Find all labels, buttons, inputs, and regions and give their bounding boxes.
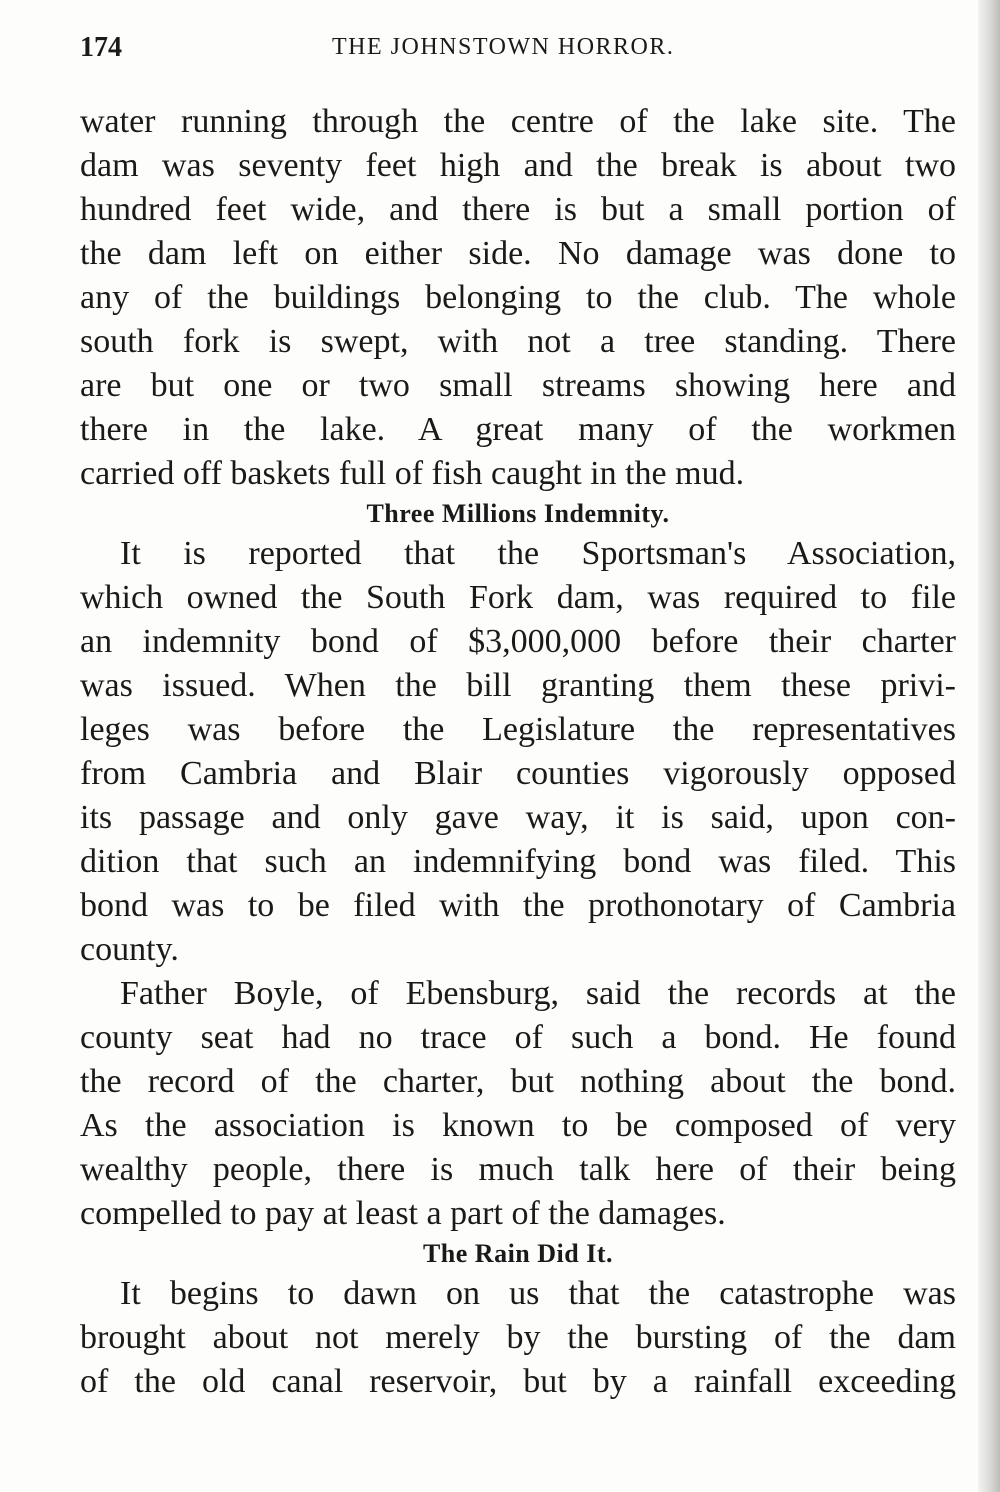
text-line: It is reported that the Sportsman's Association, [120,535,956,572]
running-title: THE JOHNSTOWN HORROR. [332,34,675,60]
text-line: dam was seventy feet high and the break is about two [80,147,956,184]
text-line: dition that such an indemnifying bond was filed. This [80,843,956,880]
page-edge-shadow [978,0,1000,1492]
paragraph [80,1272,956,1404]
text-line: water running through the centre of the lake site. The [80,103,956,140]
text-line: leges was before the Legislature the representatives [80,711,956,748]
text-line: brought about not merely by the bursting of the dam [80,1319,956,1356]
text-line: its passage and only gave way, it is said, upon con- [80,799,956,836]
text-line: It begins to dawn on us that the catastrophe was [120,1275,956,1312]
text-line: are but one or two small streams showing here and [80,367,956,404]
section-heading: The Rain Did It. [422,1239,614,1268]
text-line: from Cambria and Blair counties vigorously opposed [80,755,956,792]
text-line: any of the buildings belonging to the club. The whole [80,279,956,316]
text-line: wealthy people, there is much talk here of their being [80,1151,956,1188]
text-line: As the association is known to be composed of very [80,1107,956,1144]
page-number: 174 [80,32,122,63]
text-line: carried off baskets full of fish caught in the mud. [80,455,745,492]
paragraph [80,100,956,496]
text-line: was issued. When the bill granting them these privi- [80,667,956,704]
text-line: the record of the charter, but nothing about the bond. [80,1063,956,1100]
text-line: hundred feet wide, and there is but a small portion of [80,191,956,228]
paragraph [80,532,956,972]
text-line: which owned the South Fork dam, was required to file [80,579,956,616]
text-line: county seat had no trace of such a bond. He found [80,1019,956,1056]
section-heading: Three Millions Indemnity. [366,499,670,528]
paragraph [80,972,956,1236]
text-line: Father Boyle, of Ebensburg, said the records at the [120,975,956,1012]
text-line: bond was to be filed with the prothonotary of Cambria [80,887,956,924]
text-line: there in the lake. A great many of the workmen [80,411,956,448]
body-text [80,100,956,1404]
text-line: of the old canal reservoir, but by a rainfall exceeding [80,1363,956,1400]
text-line: the dam left on either side. No damage was done to [80,235,956,272]
text-line: an indemnity bond of $3,000,000 before their charter [80,623,956,660]
text-line: south fork is swept, with not a tree standing. There [80,323,956,360]
page-header [80,32,960,72]
text-line: county. [80,931,179,968]
text-line: compelled to pay at least a part of the damages. [80,1195,726,1232]
